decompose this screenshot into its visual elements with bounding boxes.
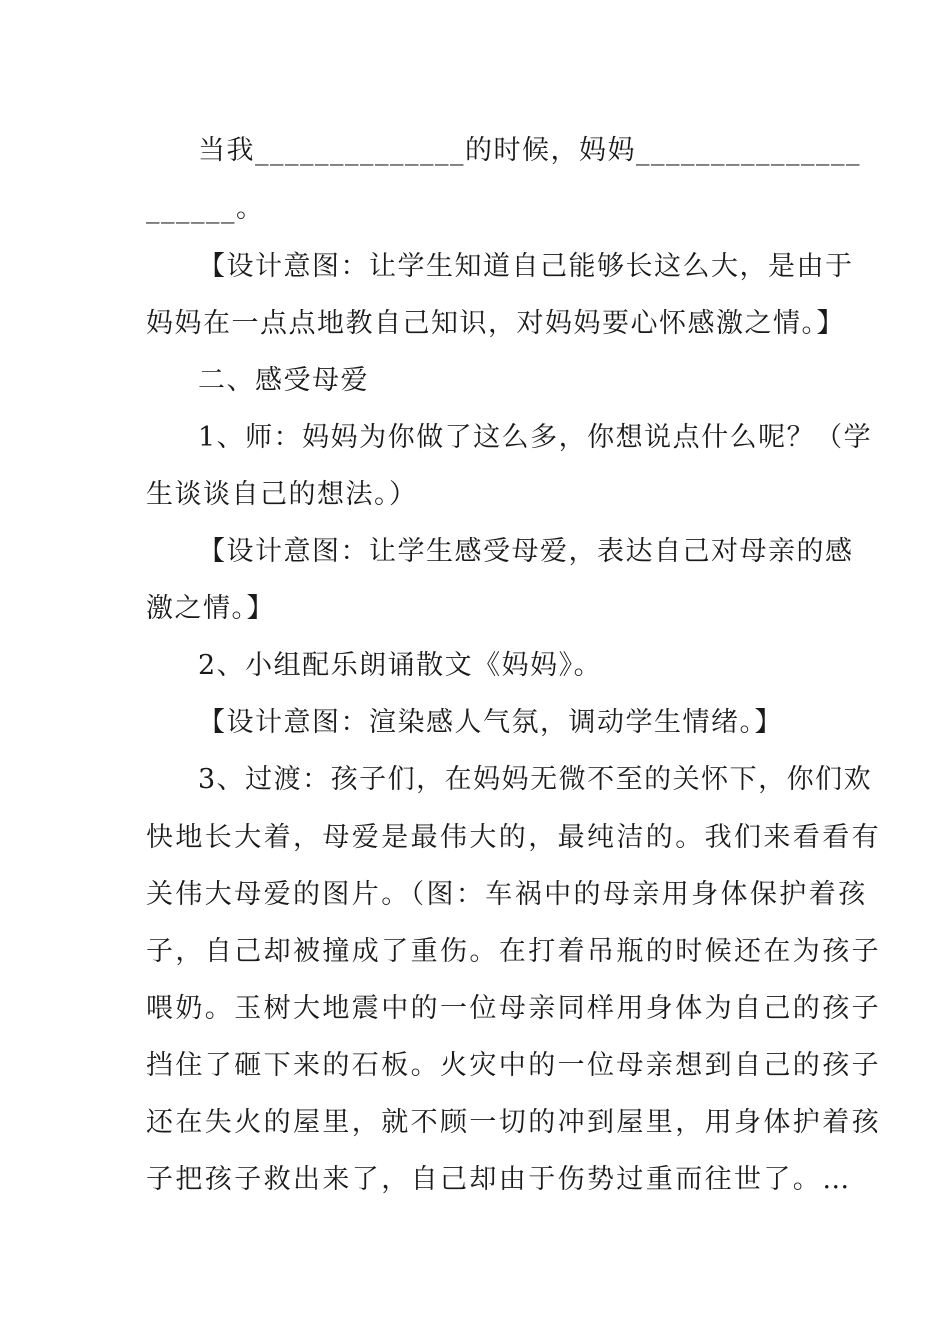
design-intent-3: 【设计意图：渲染感人气氛，调动学生情绪。】 bbox=[198, 707, 783, 738]
item-3-line-6: 挡住了砸下来的石板。火灾中的一位母亲想到自己的孩子 bbox=[146, 1050, 881, 1081]
design-intent-2-line-1: 【设计意图：让学生感受母爱，表达自己对母亲的感 bbox=[198, 536, 854, 567]
item-1-line-1: 1、师：妈妈为你做了这么多，你想说点什么呢？（学 bbox=[198, 422, 873, 453]
fill-blank-line-1: 当我______________的时候，妈妈_______________ bbox=[198, 135, 861, 166]
item-3-line-2: 快地长大着，母爱是最伟大的，最纯洁的。我们来看看有 bbox=[146, 822, 881, 853]
item-3-line-8: 子把孩子救出来了，自己却由于伤势过重而往世了。… bbox=[146, 1164, 852, 1195]
item-3-line-5: 喂奶。玉树大地震中的一位母亲同样用身体为自己的孩子 bbox=[146, 993, 881, 1024]
fill-blank-line-2: ______。 bbox=[146, 193, 265, 224]
item-3-line-1: 3、过渡：孩子们，在妈妈无微不至的关怀下，你们欢 bbox=[198, 764, 873, 795]
item-3-line-3: 关伟大母爱的图片。（图：车祸中的母亲用身体保护着孩 bbox=[146, 879, 868, 910]
item-3-line-4: 子，自己却被撞成了重伤。在打着吊瓶的时候还在为孩子 bbox=[146, 936, 881, 967]
design-intent-1-line-1: 【设计意图：让学生知道自己能够长这么大，是由于 bbox=[198, 251, 854, 282]
design-intent-1-line-2: 妈妈在一点点地教自己知识，对妈妈要心怀感激之情。】 bbox=[146, 308, 845, 339]
section-heading: 二、感受母爱 bbox=[198, 365, 369, 396]
item-1-line-2: 生谈谈自己的想法。） bbox=[146, 479, 418, 510]
item-3-line-7: 还在失火的屋里，就不顾一切的冲到屋里，用身体护着孩 bbox=[146, 1107, 881, 1138]
design-intent-2-line-2: 激之情。】 bbox=[146, 593, 275, 624]
item-2: 2、小组配乐朗诵散文《妈妈》。 bbox=[198, 650, 603, 681]
